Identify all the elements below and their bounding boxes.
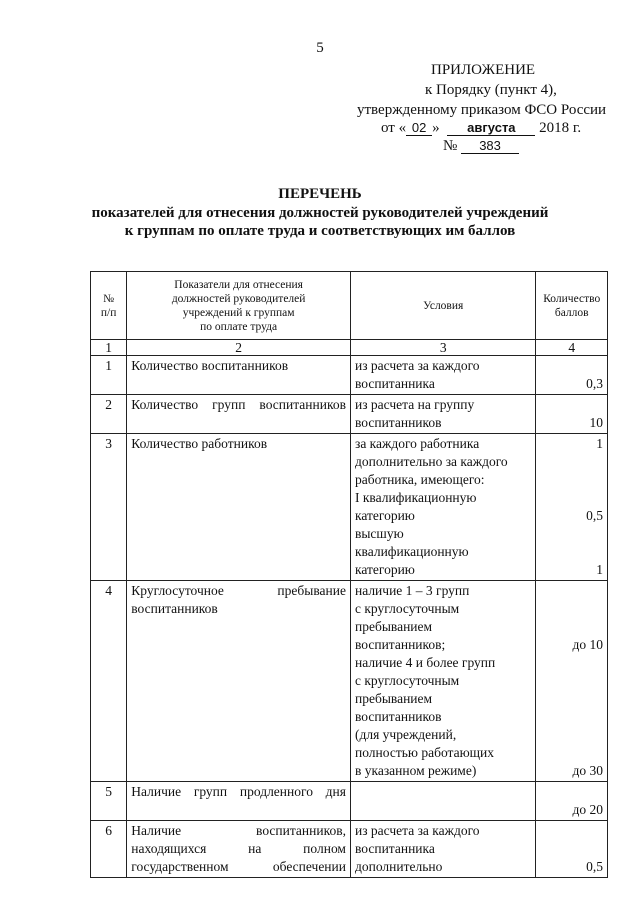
row-points: 1 0,5 1 [536, 434, 608, 581]
table-row [91, 356, 608, 395]
row-num: 1 [91, 356, 127, 395]
row-indicator: Количество воспитанников [127, 356, 351, 395]
row-points: до 20 [536, 782, 608, 821]
date-mid: » [432, 120, 440, 136]
row-indicator: Наличие воспитанников, находящихся на полном государственном обеспечении [127, 821, 351, 878]
list-subtitle-line-2: к группам по оплате труда и соответствующих им баллов [124, 223, 516, 239]
page-number: 5 [316, 40, 324, 56]
row-points: до 10 до 30 [536, 581, 608, 782]
row-indicator: Количество групп воспитанников [127, 395, 351, 434]
list-title: ПЕРЕЧЕНЬ [278, 186, 362, 202]
table-row [91, 395, 608, 434]
list-subtitle-line-1: показателей для отнесения должностей руководителей учреждений [91, 205, 549, 221]
header-indicator: Показатели для отнесения должностей руководителей учреждений к группам по оплате труда [127, 272, 351, 340]
column-number: 3 [350, 340, 535, 356]
table-header-row [91, 272, 608, 340]
row-points: 0,3 [536, 356, 608, 395]
row-conditions: из расчета на группу воспитанников [350, 395, 535, 434]
row-conditions: за каждого работника дополнительно за каждого работника, имеющего: I квалификационную категорию высшую квалификационную категорию [350, 434, 535, 581]
row-num: 4 [91, 581, 127, 782]
date-month: августа [447, 120, 535, 136]
row-points: 10 [536, 395, 608, 434]
number-prefix: № [443, 138, 458, 154]
table-row [91, 782, 608, 821]
appendix-number [443, 138, 519, 155]
row-num: 5 [91, 782, 127, 821]
date-year: 2018 г. [539, 120, 582, 136]
header-conditions: Условия [350, 272, 535, 340]
indicators-table [90, 271, 608, 878]
table-row [91, 434, 608, 581]
row-conditions: из расчета за каждого воспитанника дополнительно [350, 821, 535, 878]
row-points: 0,5 [536, 821, 608, 878]
row-indicator: Круглосуточное пребывание воспитанников [127, 581, 351, 782]
header-num: № п/п [91, 272, 127, 340]
row-indicator: Наличие групп продленного дня [127, 782, 351, 821]
date-prefix: от « [381, 120, 407, 136]
row-conditions: наличие 1 – 3 групп с круглосуточным пребыванием воспитанников; наличие 4 и более групп с круглосуточным пребыванием воспитанников (для учреждений, полностью работающих в указанном режиме) [350, 581, 535, 782]
column-number-row [91, 340, 608, 356]
appendix-line-2: утвержденному приказом ФСО России [357, 102, 607, 118]
row-indicator: Количество работников [127, 434, 351, 581]
row-num: 6 [91, 821, 127, 878]
row-conditions: из расчета за каждого воспитанника [350, 356, 535, 395]
column-number: 1 [91, 340, 127, 356]
appendix-line-1: к Порядку (пункт 4), [425, 82, 557, 98]
table-row [91, 581, 608, 782]
column-number: 2 [127, 340, 351, 356]
appendix-title: ПРИЛОЖЕНИЕ [431, 62, 536, 78]
appendix-date [381, 120, 581, 137]
table-row [91, 821, 608, 878]
row-num: 2 [91, 395, 127, 434]
row-num: 3 [91, 434, 127, 581]
date-day: 02 [406, 120, 432, 136]
header-points: Количество баллов [536, 272, 608, 340]
column-number: 4 [536, 340, 608, 356]
document-number: 383 [461, 138, 519, 154]
row-conditions [350, 782, 535, 821]
